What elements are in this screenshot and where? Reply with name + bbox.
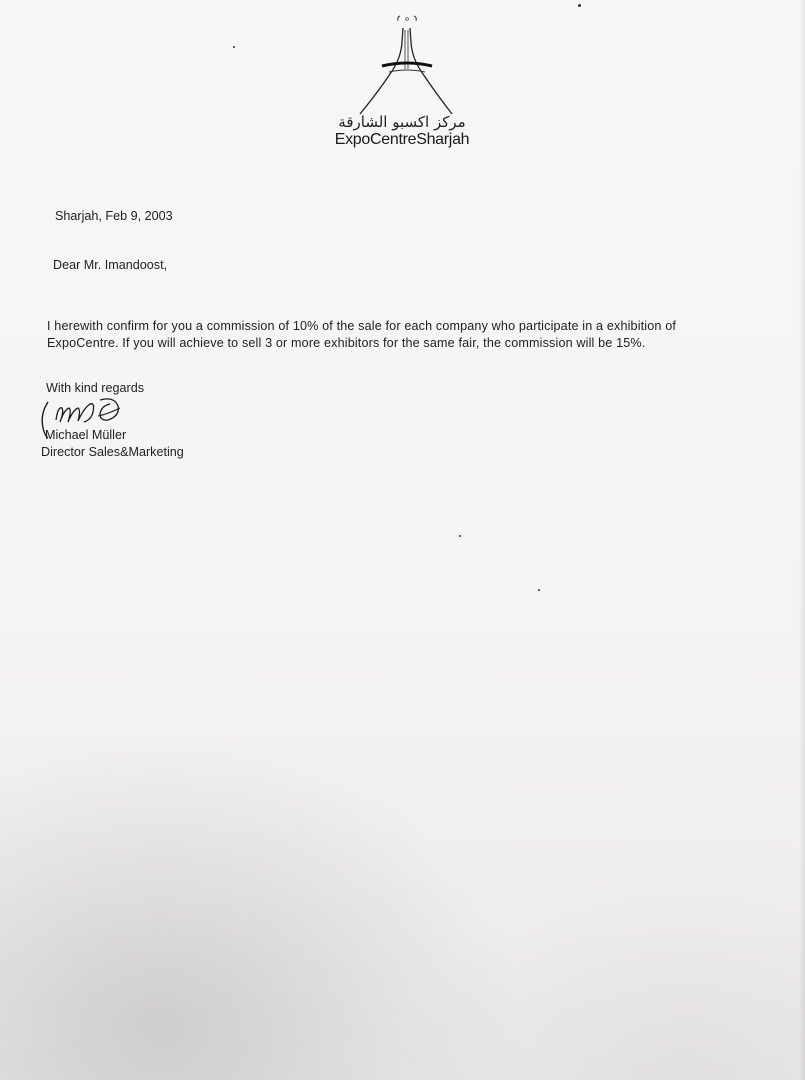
expocentre-tower-logo-icon (352, 14, 460, 118)
letter-closing: With kind regards (46, 381, 144, 395)
paper-edge-shadow (799, 0, 805, 1080)
paper-speck (578, 4, 581, 7)
paper-speck (233, 46, 235, 48)
logo-latin-name: ExpoCentreSharjah (334, 131, 470, 148)
letter-body-line-2: ExpoCentre. If you will achieve to sell 3 or more exhibitors for the same fair, the commission will be 15%. (47, 336, 646, 350)
signer-name: Michael Müller (45, 428, 127, 442)
paper-speck (538, 589, 540, 591)
paper-speck (459, 535, 461, 537)
letter-salutation: Dear Mr. Imandoost, (53, 258, 168, 272)
letter-date: Sharjah, Feb 9, 2003 (55, 209, 173, 223)
letter-body-line-1: I herewith confirm for you a commission of 10% of the sale for each company who participate in a exhibition of (47, 319, 677, 333)
signer-title: Director Sales&Marketing (41, 445, 184, 459)
logo-arabic-name: مركز اكسبو الشارقة (338, 113, 466, 131)
